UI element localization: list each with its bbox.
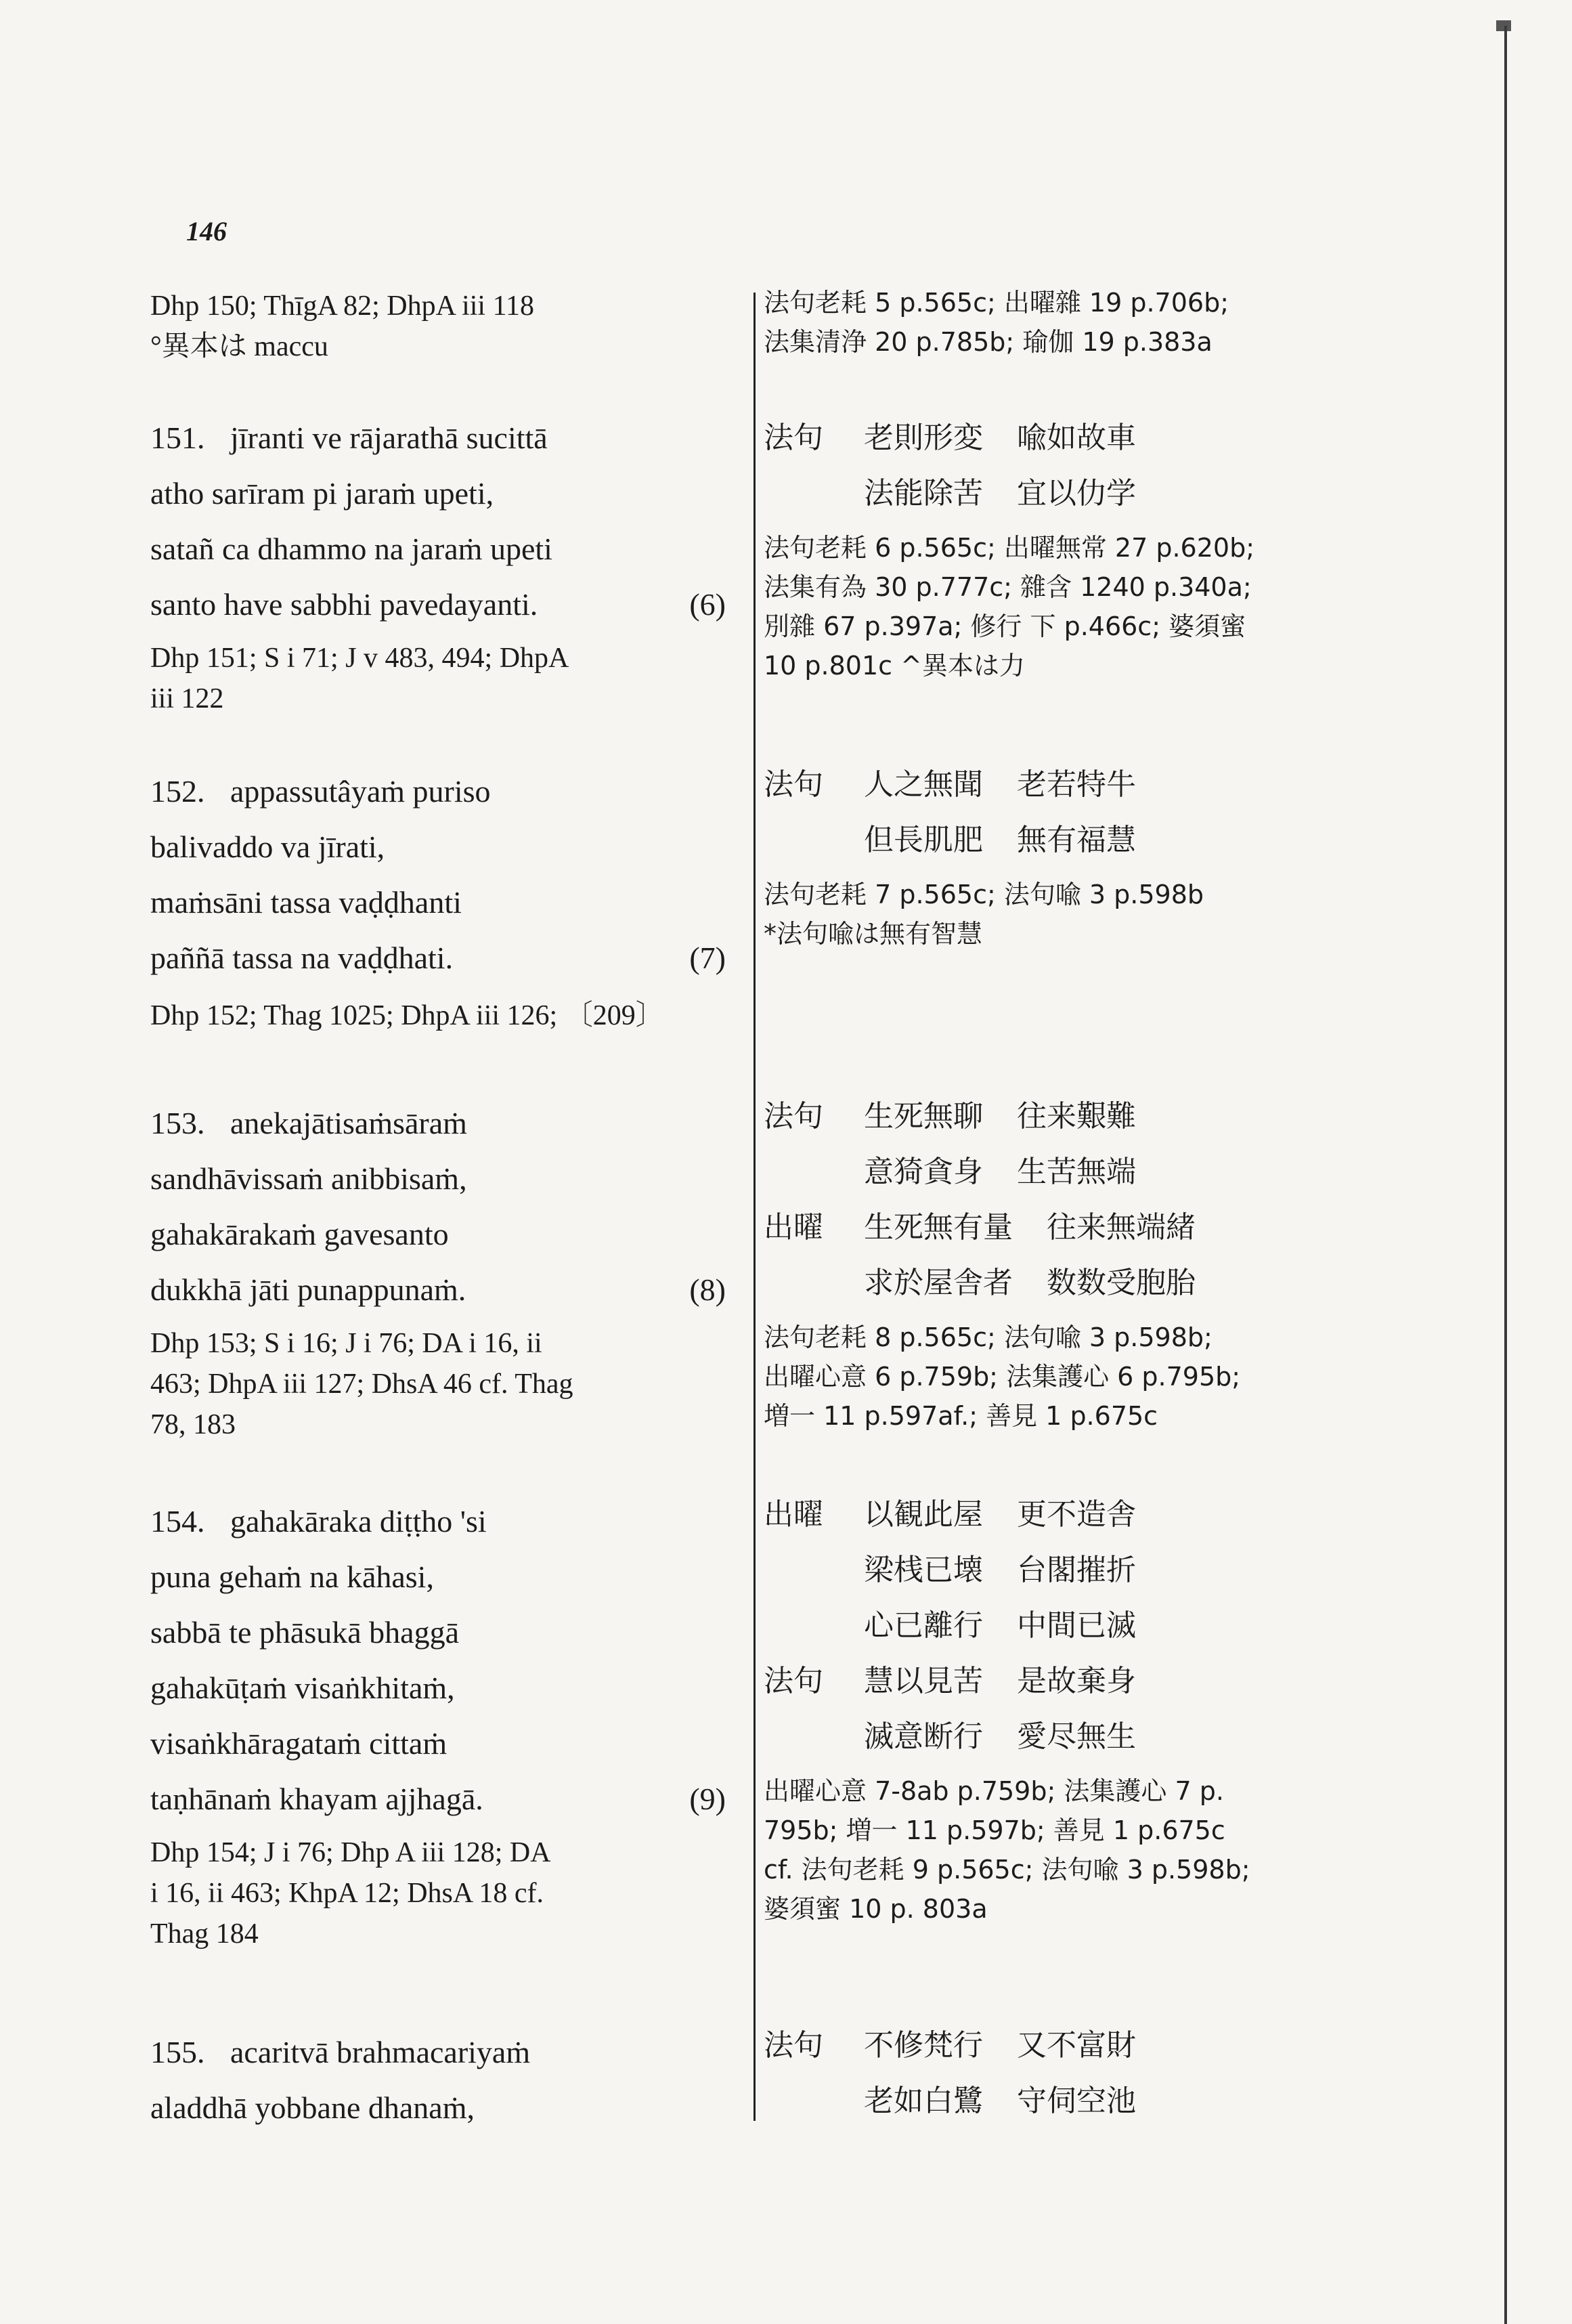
cjk-phrase: 心已離行 [864,1608,983,1643]
verse-line [150,1494,733,1549]
ref-line: iii 122 [150,683,224,714]
verse-line: sandhāvissaṁ anibbisaṁ, [150,1161,467,1196]
cjk-phrase: 老若特牛 [1017,767,1136,802]
cjk-ref-line: 法集有為 30 p.777c; 雜含 1240 p.340a; [764,572,1252,602]
cjk-ref-line: 法集清浄 20 p.785b; 瑜伽 19 p.383a [764,327,1213,357]
verse-text: jīranti ve rājarathā sucittā [230,421,548,455]
cjk-phrase: 是故棄身 [1017,1664,1136,1698]
ref-line: 78, 183 [150,1409,236,1440]
cjk-verse-line [764,1543,1346,1598]
cjk-phrase: 梁桟已壊 [864,1553,983,1587]
cjk-phrase: 法能除苦 [864,476,983,511]
cjk-verse-line [764,1487,1346,1543]
verse-mark: (8) [689,1272,726,1307]
verse-line [150,1096,733,1151]
cjk-ref-line: 別雜 67 p.397a; 修行 下 p.466c; 婆須蜜 [764,611,1246,641]
verse-153 [150,1096,733,1445]
verse-line [150,2025,733,2080]
verse-line: visaṅkhāragataṁ cittaṁ [150,1726,447,1761]
cjk-phrase: 生死無聊 [864,1099,983,1134]
cjk-source-label: 法句 [764,421,823,455]
cjk-ref-line: cf. 法句老耗 9 p.565c; 法句喩 3 p.598b; [764,1855,1250,1885]
cjk-ref-line: 出曜心意 7-8ab p.759b; 法集護心 7 p. [764,1776,1224,1806]
ref-line: Dhp 152; Thag 1025; DhpA iii 126; 〔209〕 [150,1000,664,1031]
verse-text: anekajātisaṁsāraṁ [230,1106,467,1140]
cjk-phrase: 宜以仂学 [1017,476,1136,511]
column-divider [754,293,756,2121]
verse-152 [150,764,733,1036]
ref-line: 463; DhpA iii 127; DhsA 46 cf. Thag [150,1369,573,1400]
verse-mark: (6) [689,587,726,622]
cjk-phrase: 守伺空池 [1017,2084,1136,2118]
verse-text: santo have sabbhi pavedayanti. [150,587,538,622]
cjk-verse-line [764,1144,1346,1200]
verse-154 [150,1494,733,1954]
verse-line: satañ ca dhammo na jaraṁ upeti [150,532,552,566]
cjk-ref-line: 出曜心意 6 p.759b; 法集護心 6 p.795b; [764,1362,1241,1392]
cjk-phrase: 意猗貪身 [864,1155,983,1189]
verse-151 [150,410,733,719]
cjk-phrase: 無有福慧 [1017,823,1136,857]
cjk-verse-line [764,1255,1346,1311]
verse-number: 155. [150,2035,205,2069]
verse-line [150,1771,733,1827]
ref-line: °異本は maccu [150,331,328,362]
verse-153-cjk [764,1089,1346,1436]
cjk-phrase: 生死無有量 [864,1210,1013,1245]
cjk-phrase: 喩如故車 [1017,421,1136,455]
verse-number: 152. [150,774,205,809]
cjk-verse-line [764,410,1346,466]
cjk-phrase: 不修梵行 [864,2028,983,2063]
cjk-source-label: 出曜 [764,1497,823,1532]
cjk-ref-line: 法句老耗 6 p.565c; 出曜無常 27 p.620b; [764,533,1255,563]
ref-line: Thag 184 [150,1918,259,1950]
verse-line: sabbā te phāsukā bhaggā [150,1615,460,1650]
cjk-verse-line [764,466,1346,521]
cjk-phrase: 求於屋舎者 [864,1266,1013,1300]
cjk-ref-line: 婆須蜜 10 p. 803a [764,1894,988,1924]
ref-line: Dhp 154; J i 76; Dhp A iii 128; DA [150,1837,551,1868]
cjk-verse-line [764,757,1346,813]
verse-line: atho sarīram pi jaraṁ upeti, [150,476,494,511]
ref-line: Dhp 150; ThīgA 82; DhpA iii 118 [150,290,535,322]
cjk-phrase: 老如白鷺 [864,2084,983,2118]
cjk-verse-line [764,1654,1346,1709]
cjk-phrase: 台閣摧折 [1017,1553,1136,1587]
verse-line: balivaddo va jīrati, [150,830,385,864]
verse-155 [150,2025,733,2136]
verse-mark: (7) [689,941,726,975]
verse-line: maṁsāni tassa vaḍḍhanti [150,885,462,920]
verse-text: dukkhā jāti punappunaṁ. [150,1272,466,1307]
verse-line: aladdhā yobbane dhanaṁ, [150,2090,475,2125]
cjk-source-label: 出曜 [764,1210,823,1245]
page-edge-line [1504,26,1507,2324]
verse-150-refs [150,286,733,367]
verse-number: 153. [150,1106,205,1140]
verse-text: gahakāraka diṭṭho 'si [230,1504,487,1538]
verse-151-cjk [764,410,1346,685]
cjk-phrase: 滅意断行 [864,1719,983,1754]
page-edge-mark [1496,20,1511,31]
cjk-ref-line: 法句老耗 5 p.565c; 出曜雜 19 p.706b; [764,288,1229,318]
cjk-verse-line [764,813,1346,868]
ref-line: Dhp 151; S i 71; J v 483, 494; DhpA [150,643,569,674]
verse-line [150,577,733,632]
cjk-verse-line [764,2073,1346,2129]
verse-line [150,764,733,819]
cjk-ref-line: *法句喩は無有智慧 [764,919,983,949]
verse-number: 154. [150,1504,205,1538]
cjk-source-label: 法句 [764,767,823,802]
cjk-phrase: 又不富財 [1017,2028,1136,2063]
cjk-phrase: 人之無聞 [864,767,983,802]
verse-mark: (9) [689,1782,726,1816]
cjk-phrase: 更不造舎 [1017,1497,1136,1532]
verse-text: paññā tassa na vaḍḍhati. [150,941,454,975]
verse-number: 151. [150,421,205,455]
cjk-ref-line: 増一 11 p.597af.; 善見 1 p.675c [764,1401,1158,1431]
verse-line: gahakūṭaṁ visaṅkhitaṁ, [150,1671,455,1705]
cjk-source-label: 法句 [764,1099,823,1134]
verse-line [150,930,733,986]
cjk-ref-line: 10 p.801c ^異本は力 [764,651,1025,681]
verse-line [150,1262,733,1318]
page-number: 146 [186,216,227,246]
verse-text: appassutâyaṁ puriso [230,774,491,809]
cjk-verse-line [764,1089,1346,1144]
cjk-phrase: 往来艱難 [1017,1099,1136,1134]
verse-154-cjk [764,1487,1346,1929]
ref-line: Dhp 153; S i 16; J i 76; DA i 16, ii [150,1328,542,1359]
cjk-verse-line [764,1709,1346,1765]
verse-150-cjk-refs [764,283,1346,362]
ref-line: i 16, ii 463; KhpA 12; DhsA 18 cf. [150,1878,544,1909]
verse-155-cjk [764,2018,1346,2129]
cjk-ref-line: 795b; 増一 11 p.597b; 善見 1 p.675c [764,1815,1225,1845]
cjk-ref-line: 法句老耗 7 p.565c; 法句喩 3 p.598b [764,880,1204,909]
verse-line: gahakārakaṁ gavesanto [150,1217,449,1251]
cjk-source-label: 法句 [764,1664,823,1698]
cjk-phrase: 慧以見苦 [864,1664,983,1698]
cjk-phrase: 生苦無端 [1017,1155,1136,1189]
cjk-phrase: 中間已滅 [1017,1608,1136,1643]
verse-text: acaritvā brahmacariyaṁ [230,2035,531,2069]
verse-line [150,410,733,466]
cjk-verse-line [764,1598,1346,1654]
verse-line: puna gehaṁ na kāhasi, [150,1559,434,1594]
cjk-phrase: 往来無端緒 [1047,1210,1196,1245]
cjk-verse-line [764,1200,1346,1255]
cjk-phrase: 以観此屋 [864,1497,983,1532]
cjk-verse-line [764,2018,1346,2073]
cjk-source-label: 法句 [764,2028,823,2063]
verse-152-cjk [764,757,1346,953]
cjk-phrase: 老則形変 [864,421,983,455]
verse-text: taṇhānaṁ khayam ajjhagā. [150,1782,483,1816]
cjk-phrase: 愛尽無生 [1017,1719,1136,1754]
cjk-ref-line: 法句老耗 8 p.565c; 法句喩 3 p.598b; [764,1322,1213,1352]
cjk-phrase: 但長肌肥 [864,823,983,857]
cjk-phrase: 数数受胞胎 [1047,1266,1196,1300]
